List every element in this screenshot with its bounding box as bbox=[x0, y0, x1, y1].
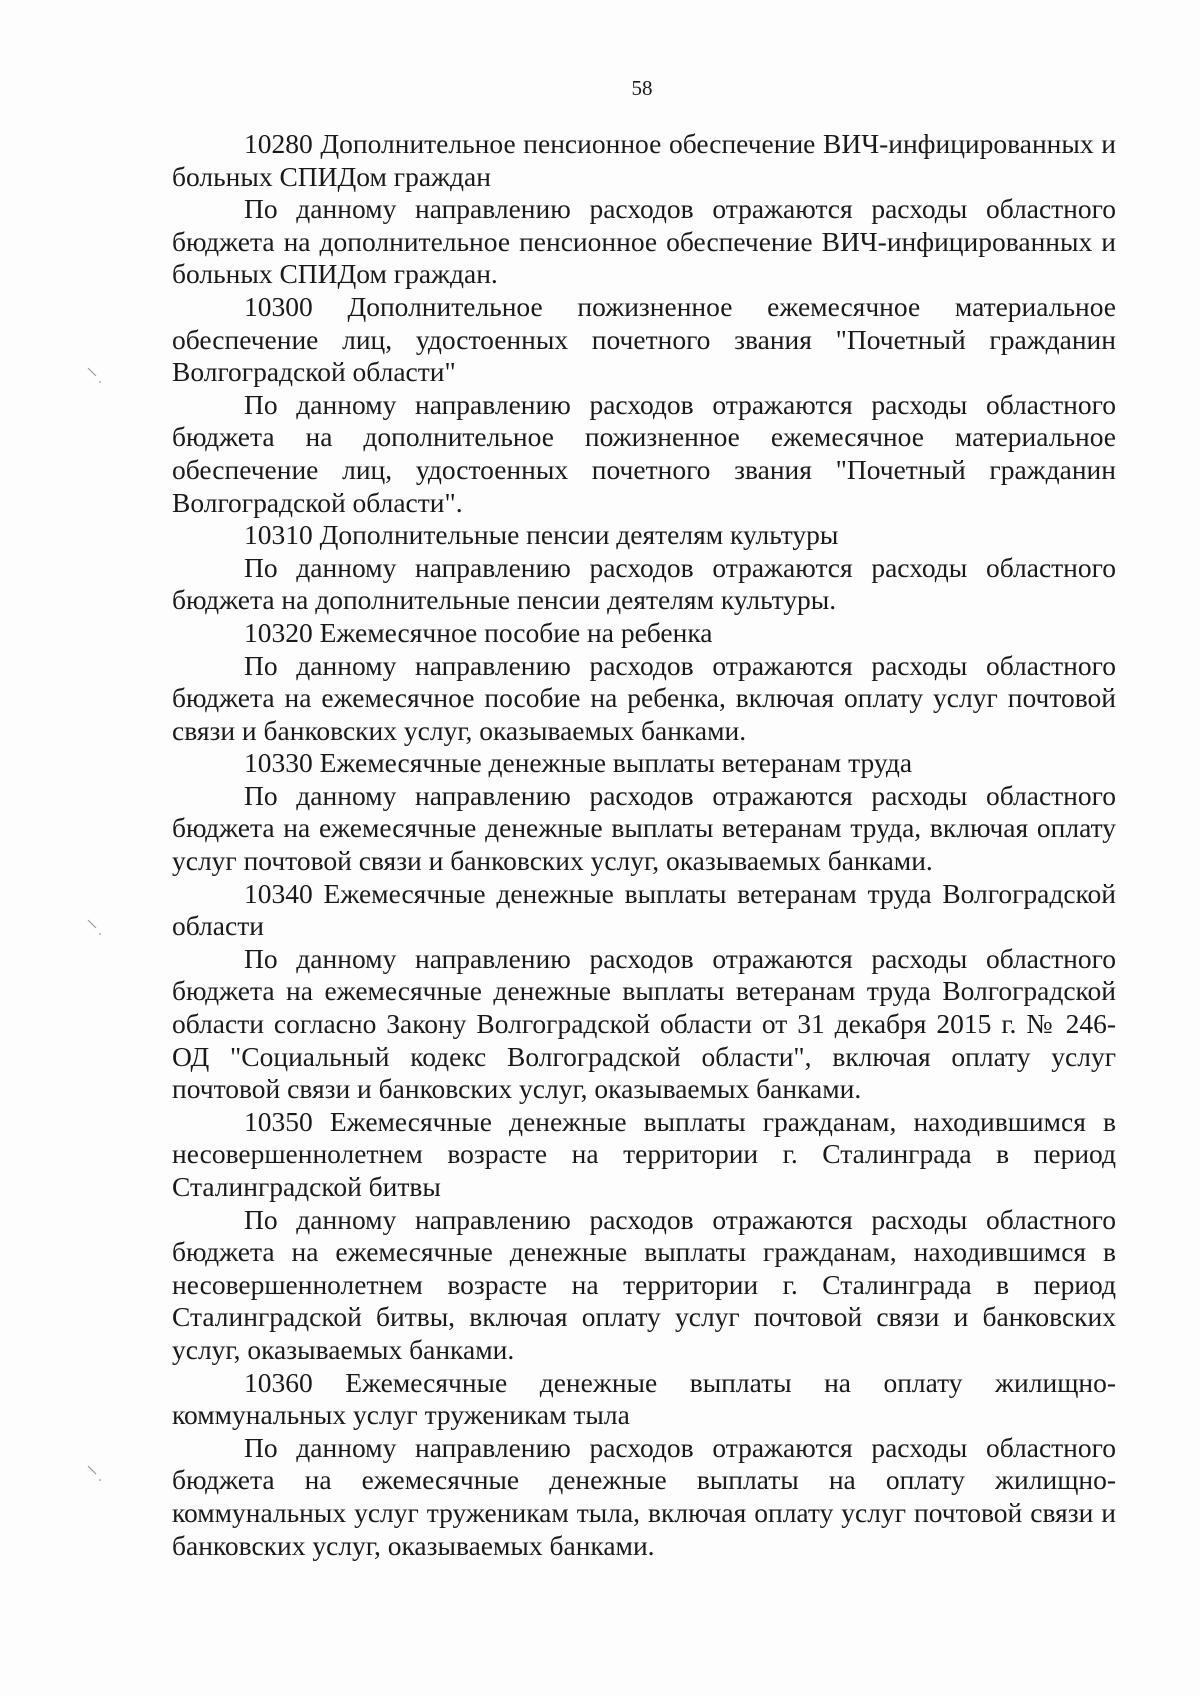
paragraph-heading-10360: 10360 Ежемесячные денежные выплаты на оплату жилищно-коммунальных услуг труженикам тыла bbox=[172, 1366, 1116, 1431]
scan-mark-icon bbox=[86, 1464, 106, 1484]
paragraph-body: По данному направлению расходов отражаются расходы областного бюджета на ежемесячные денежные выплаты на оплату жилищно-коммунальных услуг труженикам тыла, включая оплату услуг почтовой связи и банковских услуг, оказываемых банками. bbox=[172, 1431, 1116, 1561]
paragraph-body: По данному направлению расходов отражаются расходы областного бюджета на ежемесячные денежные выплаты ветеранам труда, включая оплату услуг почтовой связи и банковских услуг, оказываемых банками. bbox=[172, 779, 1116, 877]
page-number: 58 bbox=[631, 76, 653, 100]
paragraph-body: По данному направлению расходов отражаются расходы областного бюджета на ежемесячные денежные выплаты гражданам, находившимся в несовершеннолетнем возрасте на территории г. Сталинграда в период Сталинградской битвы, включая оплату услуг почтовой связи и банковских услуг, оказываемых банками. bbox=[172, 1203, 1116, 1365]
scan-mark-icon bbox=[86, 918, 106, 938]
paragraph-body: По данному направлению расходов отражаются расходы областного бюджета на ежемесячные денежные выплаты ветеранам труда Волгоградской области согласно Закону Волгоградской области от 31 декабря 2015 г. № 246-ОД "Социальный кодекс Волгоградской области", включая оплату услуг почтовой связи и банковских услуг, оказываемых банками. bbox=[172, 942, 1116, 1105]
paragraph-body: По данному направлению расходов отражаются расходы областного бюджета на ежемесячное пособие на ребенка, включая оплату услуг почтовой связи и банковских услуг, оказываемых банками. bbox=[172, 649, 1116, 746]
scan-mark-icon bbox=[86, 366, 106, 386]
paragraph-body: По данному направлению расходов отражаются расходы областного бюджета на дополнительное пенсионное обеспечение ВИЧ-инфицированных и больных СПИДом граждан. bbox=[172, 193, 1116, 290]
paragraph-heading-10280: 10280 Дополнительное пенсионное обеспечение ВИЧ-инфицированных и больных СПИДом граждан bbox=[172, 128, 1116, 192]
paragraph-heading-10320: 10320 Ежемесячное пособие на ребенка bbox=[244, 616, 713, 648]
paragraph-body: По данному направлению расходов отражаются расходы областного бюджета на дополнительное пожизненное ежемесячное материальное обеспечение лиц, удостоенных почетного звания "Почетный гражданин Волгоградской области". bbox=[172, 388, 1116, 518]
paragraph-heading-10300: 10300 Дополнительное пожизненное ежемесячное материальное обеспечение лиц, удостоенных почетного звания "Почетный гражданин Волгоградской области" bbox=[172, 290, 1116, 388]
paragraph-heading-10350: 10350 Ежемесячные денежные выплаты гражданам, находившимся в несовершеннолетнем возрасте на территории г. Сталинграда в период Сталинградской битвы bbox=[172, 1105, 1116, 1202]
paragraph-heading-10340: 10340 Ежемесячные денежные выплаты ветеранам труда Волгоградской области bbox=[172, 877, 1116, 942]
paragraph-heading-10310: 10310 Дополнительные пенсии деятелям культуры bbox=[244, 519, 839, 551]
paragraph-heading-10330: 10330 Ежемесячные денежные выплаты ветеранам труда bbox=[244, 747, 913, 779]
document-body bbox=[172, 128, 1116, 1562]
paragraph-body: По данному направлению расходов отражаются расходы областного бюджета на дополнительные пенсии деятелям культуры. bbox=[172, 551, 1116, 616]
